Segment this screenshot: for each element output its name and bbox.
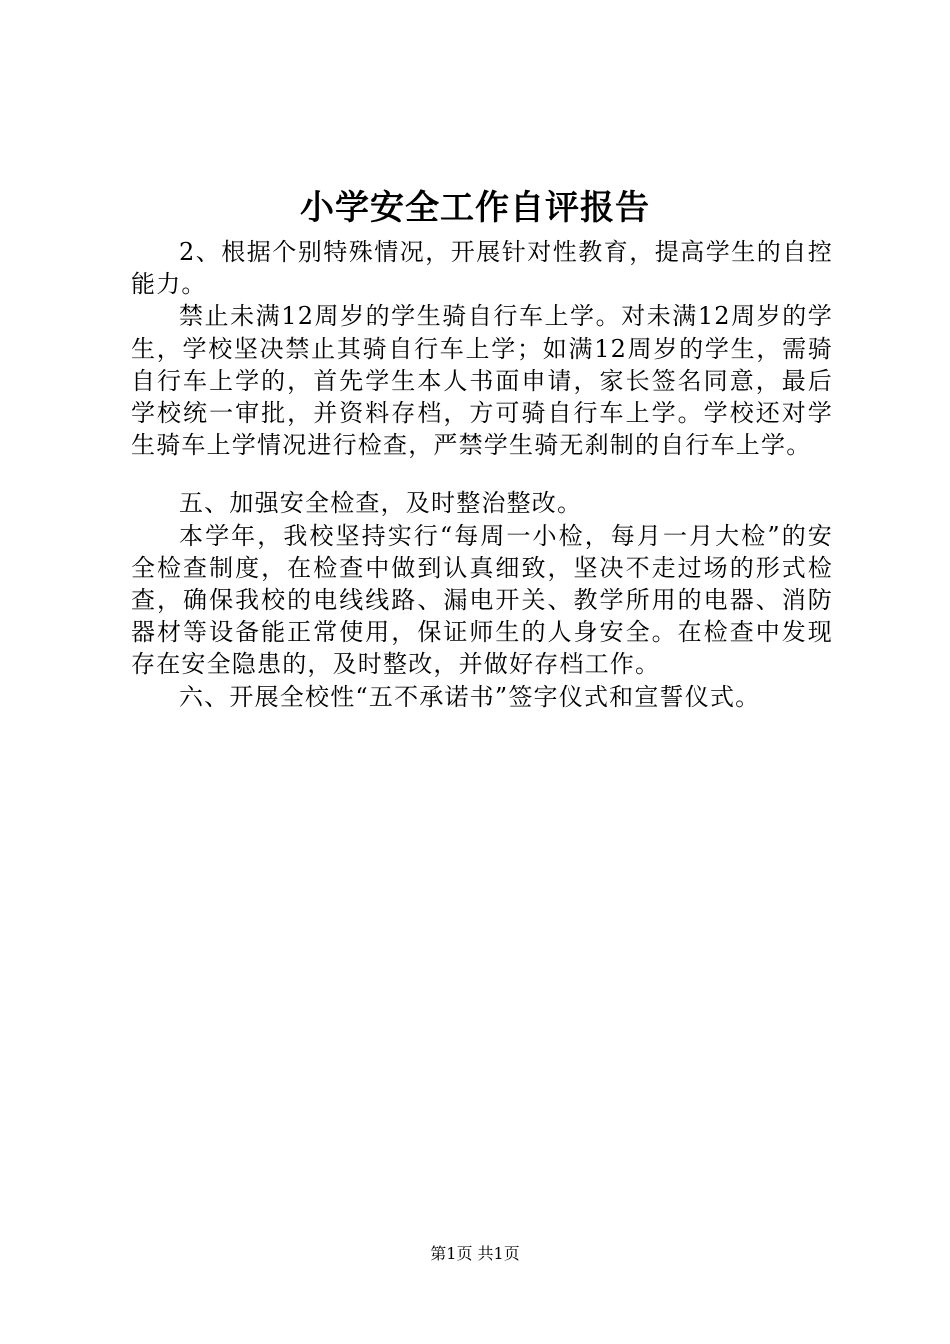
section-heading-commitment-ceremony: 六、开展全校性“五不承诺书”签字仪式和宣誓仪式。 xyxy=(179,682,761,711)
section-heading-safety-inspection: 五、加强安全检查，及时整治整改。 xyxy=(179,489,583,518)
document-body xyxy=(131,236,833,713)
paragraph-inspection-system: 本学年，我校坚持实行“每周一小检，每月一月大检”的安全检查制度，在检查中做到认真细致，坚决不走过场的形式检查，确保我校的电线线路、漏电开关、教学所用的电器、消防器材等设备能正常使用，保证师生的人身安全。在检查中发现存在安全隐患的，及时整改，并做好存档工作。 xyxy=(131,521,833,679)
document-title: 小学安全工作自评报告 xyxy=(300,188,650,228)
paragraph-self-control: 2、根据个别特殊情况，开展针对性教育，提高学生的自控能力。 xyxy=(131,238,833,299)
paragraph-bicycle-rule: 禁止未满12周岁的学生骑自行车上学。对未满12周岁的学生，学校坚决禁止其骑自行车上学；如满12周岁的学生，需骑自行车上学的，首先学生本人书面申请，家长签名同意，最后学校统一审批，并资料存档，方可骑自行车上学。学校还对学生骑车上学情况进行检查，严禁学生骑无刹制的自行车上学。 xyxy=(131,302,833,460)
page-footer: 第1页 共1页 xyxy=(430,1244,520,1263)
